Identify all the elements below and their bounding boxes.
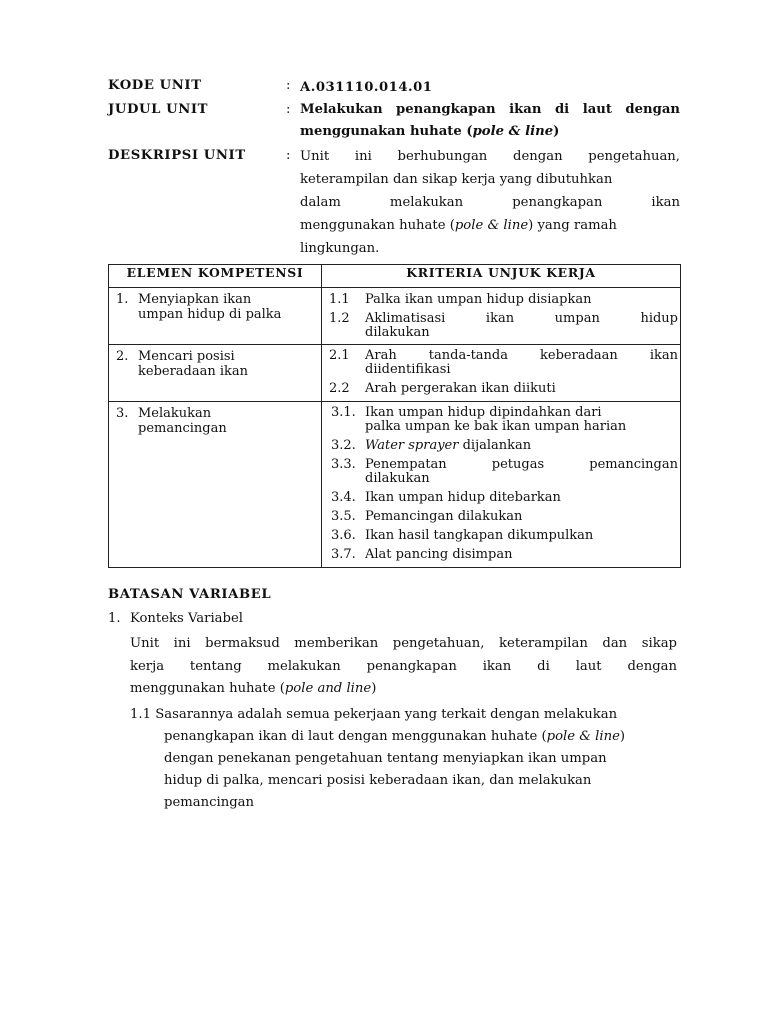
elemen-number: 3. bbox=[116, 406, 129, 421]
kriteria-text: Pemancingan dilakukan bbox=[365, 509, 523, 524]
kriteria-item bbox=[324, 458, 680, 486]
kriteria-text: Ikan umpan hidup ditebarkan bbox=[365, 490, 561, 505]
paragraph-line-3-text: menggunakan huhate ( bbox=[130, 681, 285, 696]
kriteria-text-line-1: Arah tanda-tanda keberadaan ikan bbox=[365, 348, 678, 363]
elemen-text bbox=[109, 345, 321, 383]
colon: : bbox=[286, 78, 291, 93]
sub-line-3: dengan penekanan pengetahuan tentang menyiapkan ikan umpan bbox=[164, 751, 607, 766]
col-header-kriteria: KRITERIA UNJUK KERJA bbox=[322, 265, 681, 288]
kriteria-item bbox=[324, 491, 680, 505]
kriteria-cell bbox=[322, 402, 681, 568]
kriteria-text bbox=[365, 439, 678, 453]
kriteria-text bbox=[365, 349, 678, 377]
kriteria-text: Alat pancing disimpan bbox=[365, 547, 513, 562]
kriteria-item bbox=[322, 349, 680, 377]
kriteria-text: Palka ikan umpan hidup disiapkan bbox=[365, 292, 592, 307]
judul-unit-row bbox=[108, 100, 683, 146]
judul-unit-value bbox=[300, 99, 680, 143]
kriteria-number: 3.2. bbox=[331, 438, 356, 453]
elemen-line-1: Menyiapkan ikan bbox=[138, 292, 252, 307]
batasan-item-1 bbox=[108, 611, 678, 626]
table-row bbox=[109, 345, 681, 402]
kriteria-number: 3.4. bbox=[331, 490, 356, 505]
table-row bbox=[109, 288, 681, 345]
judul-line-2 bbox=[300, 121, 680, 143]
kriteria-text bbox=[365, 312, 678, 340]
kriteria-item bbox=[324, 548, 680, 562]
elemen-line-2: keberadaan ikan bbox=[138, 364, 249, 379]
deskripsi-line-4-em: pole & line bbox=[454, 218, 529, 233]
elemen-number: 2. bbox=[116, 349, 129, 364]
kriteria-text-line-2: dilakukan bbox=[365, 325, 430, 340]
item-number: 1. bbox=[108, 611, 121, 626]
deskripsi-line-1: Unit ini berhubungan dengan pengetahuan, bbox=[300, 149, 680, 164]
sub-line-2 bbox=[130, 726, 678, 748]
colon: : bbox=[286, 148, 291, 163]
kriteria-item bbox=[324, 529, 680, 543]
kriteria-item bbox=[324, 510, 680, 524]
kriteria-text-em: Water sprayer bbox=[365, 438, 459, 453]
kriteria-text-line-1: Ikan umpan hidup dipindahkan dari bbox=[365, 405, 602, 420]
kriteria-number: 3.1. bbox=[331, 405, 356, 420]
sub-item-1-1 bbox=[130, 704, 678, 814]
judul-line-1: Melakukan penangkapan ikan di laut dengan bbox=[300, 102, 680, 117]
kriteria-number: 3.3. bbox=[331, 457, 356, 472]
table-row bbox=[109, 402, 681, 568]
kriteria-text: Arah pergerakan ikan diikuti bbox=[365, 381, 556, 396]
kode-unit-label: KODE UNIT bbox=[108, 78, 202, 93]
elemen-number: 1. bbox=[116, 292, 129, 307]
kriteria-cell bbox=[322, 288, 681, 345]
deskripsi-unit-value bbox=[300, 145, 680, 260]
deskripsi-line-3: dalam melakukan penangkapan ikan bbox=[300, 195, 680, 210]
kriteria-text bbox=[365, 458, 678, 486]
sub-line-2-em: pole & line bbox=[546, 729, 620, 744]
kriteria-item bbox=[322, 293, 680, 307]
colon: : bbox=[286, 102, 291, 117]
paragraph-line-3-post: ) bbox=[371, 681, 377, 696]
elemen-text bbox=[109, 402, 321, 440]
competency-table bbox=[108, 264, 681, 568]
col-header-elemen: ELEMEN KOMPETENSI bbox=[109, 265, 322, 288]
elemen-text bbox=[109, 288, 321, 326]
kode-unit-row bbox=[108, 78, 683, 98]
kriteria-cell bbox=[322, 345, 681, 402]
table-header-row bbox=[109, 265, 681, 288]
kriteria-item bbox=[324, 406, 680, 434]
paragraph-line-3 bbox=[130, 678, 677, 701]
kriteria-text-line-1: Aklimatisasi ikan umpan hidup bbox=[365, 311, 678, 326]
deskripsi-line-4 bbox=[300, 214, 680, 237]
deskripsi-unit-label: DESKRIPSI UNIT bbox=[108, 148, 246, 163]
section-title: BATASAN VARIABEL bbox=[108, 587, 272, 602]
judul-line-2-em: pole & line bbox=[472, 124, 554, 139]
deskripsi-line-4-text: menggunakan huhate ( bbox=[300, 218, 455, 233]
sub-number: 1.1 bbox=[130, 707, 151, 722]
deskripsi-unit-row bbox=[108, 146, 683, 261]
deskripsi-line-2: keterampilan dan sikap kerja yang dibutuhkan bbox=[300, 172, 613, 187]
paragraph-line-1: Unit ini bermaksud memberikan pengetahuan, keterampilan dan sikap bbox=[130, 636, 677, 651]
sub-line-5: pemancingan bbox=[164, 795, 255, 810]
paragraph-line-3-em: pole and line bbox=[284, 681, 372, 696]
kriteria-number: 3.7. bbox=[331, 547, 356, 562]
konteks-paragraph bbox=[130, 633, 677, 701]
kriteria-number: 1.1 bbox=[329, 292, 350, 307]
kriteria-text-line-2: dilakukan bbox=[365, 471, 430, 486]
kriteria-number: 2.1 bbox=[329, 348, 350, 363]
elemen-cell bbox=[109, 288, 322, 345]
deskripsi-line-5: lingkungan. bbox=[300, 241, 380, 256]
kriteria-text-line-2: palka umpan ke bak ikan umpan harian bbox=[365, 419, 627, 434]
kriteria-item bbox=[322, 312, 680, 340]
judul-line-2-post: ) bbox=[553, 124, 560, 139]
kriteria-text-line-1: Penempatan petugas pemancingan bbox=[365, 457, 678, 472]
kriteria-text bbox=[365, 406, 678, 434]
kriteria-item bbox=[324, 439, 680, 453]
kriteria-text: Ikan hasil tangkapan dikumpulkan bbox=[365, 528, 594, 543]
judul-unit-label: JUDUL UNIT bbox=[108, 102, 209, 117]
sub-line-2-post: ) bbox=[619, 729, 626, 744]
kriteria-number: 2.2 bbox=[329, 381, 350, 396]
kriteria-item bbox=[322, 382, 680, 396]
kode-unit-value: A.031110.014.01 bbox=[300, 80, 433, 95]
elemen-line-1: Melakukan bbox=[138, 406, 212, 421]
sub-line-2-text: penangkapan ikan di laut dengan menggunakan huhate ( bbox=[164, 729, 547, 744]
paragraph-line-2: kerja tentang melakukan penangkapan ikan di laut dengan bbox=[130, 658, 677, 674]
item-label: Konteks Variabel bbox=[130, 611, 244, 626]
sub-line-1 bbox=[130, 704, 678, 726]
elemen-line-1: Mencari posisi bbox=[138, 349, 235, 364]
elemen-cell bbox=[109, 345, 322, 402]
sub-line-1-text: Sasarannya adalah semua pekerjaan yang terkait dengan melakukan bbox=[155, 707, 618, 722]
judul-line-2-text: menggunakan huhate ( bbox=[300, 124, 473, 139]
kriteria-text-line-2: diidentifikasi bbox=[365, 362, 451, 377]
elemen-cell bbox=[109, 402, 322, 568]
kriteria-number: 3.5. bbox=[331, 509, 356, 524]
kriteria-text-post: dijalankan bbox=[458, 438, 532, 453]
sub-line-4: hidup di palka, mencari posisi keberadaan ikan, dan melakukan bbox=[164, 773, 592, 788]
deskripsi-line-4-post: ) yang ramah bbox=[528, 218, 617, 233]
elemen-line-2: pemancingan bbox=[138, 421, 227, 436]
kriteria-number: 1.2 bbox=[329, 311, 350, 326]
elemen-line-2: umpan hidup di palka bbox=[138, 307, 282, 322]
kriteria-number: 3.6. bbox=[331, 528, 356, 543]
